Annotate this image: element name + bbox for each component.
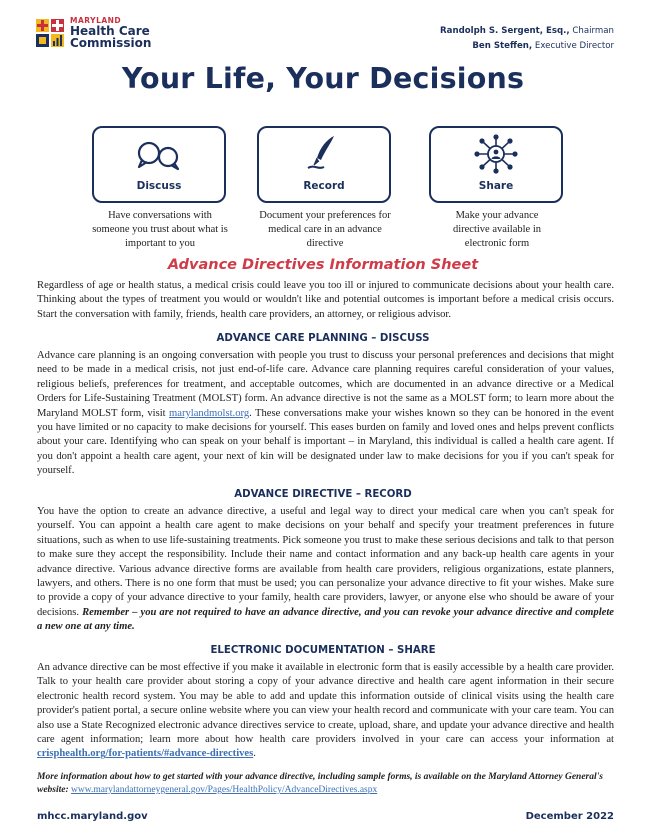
card-desc-discuss: Have conversations with someone you trust about what is important to you [92, 210, 228, 249]
org-name-line1: MARYLAND [70, 16, 122, 25]
share-text-2: . [253, 748, 256, 760]
org-name-line2: Health Care [70, 23, 150, 38]
share-paragraph [37, 661, 614, 762]
footer-website: mhcc.maryland.gov [37, 811, 148, 822]
card-desc-record: Document your preferences for medical care in an advance directive [259, 210, 391, 249]
maryland-flag-icon [36, 19, 64, 47]
section-heading-share: ELECTRONIC DOCUMENTATION – SHARE [210, 645, 436, 656]
chairman-line [440, 24, 614, 39]
record-emphasis: Remember – you are not required to have an advance directive, and you can revoke your advance directive and complete a new one at any time. [37, 606, 614, 633]
sheet-subtitle: Advance Directives Information Sheet [167, 257, 479, 273]
chair-role: Chairman [569, 26, 614, 36]
discuss-text-1: Advance care planning is an ongoing conversation with people you trust to discuss your personal preferences and decisions that might need to be made in a medical crisis, not just end-of-life care. Advance care planning requires careful consideration of your values, religious beliefs, preferences for treatment, and acceptable outcomes, which are documented in an advance directive or a Medical Orders for Life-Sustaining Treatment (MOLST) form. An advance directive is not the same as a MOLST form; to learn more about the Maryland MOLST form, visit [37, 350, 614, 419]
card-desc-share: Make your advance directive available in electronic form [452, 210, 542, 249]
card-share [429, 126, 563, 203]
footer-date: December 2022 [525, 811, 614, 822]
speech-bubbles-icon [131, 138, 187, 174]
molst-link[interactable]: marylandmolst.org [169, 407, 250, 419]
card-label-discuss: Discuss [136, 180, 182, 192]
quill-pen-icon [304, 134, 344, 172]
officials [440, 24, 614, 54]
crisp-link[interactable]: crisphealth.org/for-patients/#advance-directives [37, 748, 254, 760]
discuss-paragraph [37, 349, 614, 479]
director-line [440, 39, 614, 54]
card-record [257, 126, 391, 203]
section-heading-discuss: ADVANCE CARE PLANNING – DISCUSS [216, 333, 430, 344]
record-paragraph [37, 505, 614, 635]
org-name [70, 17, 151, 49]
page-title: Your Life, Your Decisions [121, 62, 525, 95]
director-name: Ben Steffen, [472, 41, 533, 52]
share-text-1: An advance directive can be most effective if you make it available in electronic form that is easily accessible by a health care provider. Talk to your health care provider about storing a copy of your advance directive and health care agent information in their secure electronic health record system. You may be able to add and update this information outside of clinical visits using the health care provider's patient portal, a secure online website where you can view your health record and communicate with your care team. You can also use a State Recognized electronic advance directives service to create, upload, share, and update your advance directive and health care agent information; learn more about how health care providers involved in your care can access your information at [37, 662, 614, 746]
more-info-text: More information about how to get started with your advance directive, including sample forms, is available on the Maryland Attorney General's website: [37, 772, 603, 795]
card-label-record: Record [303, 180, 345, 192]
attorney-general-link[interactable]: www.marylandattorneygeneral.gov/Pages/HealthPolicy/AdvanceDirectives.aspx [71, 785, 378, 795]
record-text: You have the option to create an advance directive, a useful and legal way to direct your medical care when you can't speak for yourself. You can appoint a health care agent to make decisions on your behalf and specify your treatment preferences in future situations, such as when to use life-sustaining treatments. Pick someone you trust to make these serious decisions and talk to that person to make sure they accept the responsibility. Include their name and contact information and any back-up health care agents in your advance directive. Various advance directive forms are available from health care providers, religious organizations, estate planners, lawyers, and others. There is no one form that must be used; you can personalize your advance directive to fit your wishes. Make sure to provide a copy of your advance directive to your family, health care providers, lawyer, or anyone else who should be aware of your decisions. [37, 506, 614, 618]
discuss-text-2: . These conversations make your wishes known so they can be honored in the event you have limited or no capacity to make decisions for yourself. This eases burden on family and loved ones and helps prevent conflicts about your care. Identifying who can speak on your behalf is important – in Maryland, this individual is called a health care agent. If you don't appoint a health care agent, your next of kin will be designated under law to make decisions for you if you can't speak for yourself. [37, 407, 615, 477]
intro-paragraph: Regardless of age or health status, a medical crisis could leave you too ill or injured to communicate decisions about your health care. Thinking about the types of treatment you would or wouldn't like and potential outcomes is important before a medical crisis occurs. Start the conversation with family, friends, health care providers, an attorney, or religious advisor. [37, 280, 614, 320]
card-discuss [92, 126, 226, 203]
mhcc-logo [36, 17, 151, 49]
org-name-line3: Commission [70, 35, 152, 50]
chair-name: Randolph S. Sergent, Esq., [440, 26, 570, 36]
director-role: Executive Director [532, 41, 614, 52]
section-heading-record: ADVANCE DIRECTIVE – RECORD [234, 489, 412, 500]
more-info [37, 771, 614, 797]
network-share-icon [471, 134, 521, 174]
card-label-share: Share [478, 180, 514, 192]
